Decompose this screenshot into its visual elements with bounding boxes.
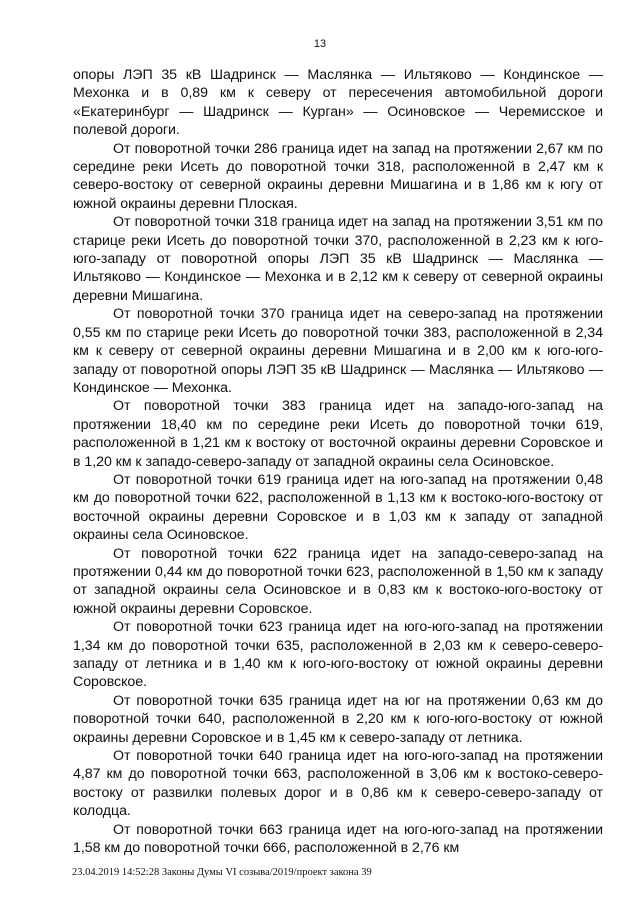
- paragraph: От поворотной точки 640 граница идет на юго-юго-запад на протяжении 4,87 км до поворотной точки 663, расположенной в 3,06 км к востоко-северо-востоку от развилки полевых дорог и в 0,86 км к северо-северо-западу от колодца.: [73, 748, 603, 820]
- paragraph: От поворотной точки 318 граница идет на запад на протяжении 3,51 км по старице реки Исеть до поворотной точки 370, расположенной в 2,23 км к юго-юго-западу от поворотной опоры ЛЭП 35 кВ Шадринск — Маслянка — Ильтяково — Кондинское — Мехонка и в 2,12 км к северу от северной окраины деревни Мишагина.: [73, 214, 603, 304]
- paragraph: От поворотной точки 383 граница идет на западо-юго-запад на протяжении 18,40 км по середине реки Исеть до поворотной точки 619, расположенной в 1,21 км к востоку от восточной окраины деревни Соровское и в 1,20 км к западо-северо-западу от западной окраины села Осиновское.: [73, 398, 603, 470]
- paragraph: От поворотной точки 619 граница идет на юго-запад на протяжении 0,48 км до поворотной точки 622, расположенной в 1,13 км к востоко-юго-востоку от восточной окраины деревни Соровское и в 1,03 км к западу от западной окраины села Осиновское.: [73, 471, 603, 544]
- document-body: [73, 66, 603, 857]
- paragraph: От поворотной точки 286 граница идет на запад на протяжении 2,67 км по середине реки Исеть до поворотной точки 318, расположенной в 2,47 км к северо-востоку от северной окраины деревни Мишагина и в 1,86 км к югу от южной окраины деревни Плоская.: [73, 140, 603, 212]
- document-footer: 23.04.2019 14:52:28 Законы Думы VI созыва/2019/проект закона 39: [72, 867, 372, 878]
- page-number: 13: [313, 38, 327, 50]
- paragraph: От поворотной точки 622 граница идет на западо-северо-запад на протяжении 0,44 км до поворотной точки 623, расположенной в 1,50 км к западу от западной окраины села Осиновское и в 0,83 км к востоко-юго-востоку от южной окраины деревни Соровское.: [73, 545, 603, 617]
- paragraph: От поворотной точки 663 граница идет на юго-юго-запад на протяжении 1,58 км до поворотной точки 666, расположенной в 2,76 км: [73, 821, 603, 857]
- paragraph: От поворотной точки 370 граница идет на северо-запад на протяжении 0,55 км по старице реки Исеть до поворотной точки 383, расположенной в 2,34 км к северу от северной окраины деревни Мишагина и в 2,00 км к юго-юго-западу от поворотной опоры ЛЭП 35 кВ Шадринск — Маслянка — Ильтяково — Кондинское — Мехонка.: [73, 306, 603, 396]
- paragraph: От поворотной точки 623 граница идет на юго-юго-запад на протяжении 1,34 км до поворотной точки 635, расположенной в 2,03 км к северо-северо-западу от летника и в 1,40 км к юго-юго-востоку от южной окраины деревни Соровское.: [73, 619, 603, 691]
- paragraph: опоры ЛЭП 35 кВ Шадринск — Маслянка — Ильтяково — Кондинское — Мехонка и в 0,89 км к северу от пересечения автомобильной дороги «Екатеринбург — Шадринск — Курган» — Осиновское — Черемисское и полевой дороги.: [73, 67, 603, 139]
- paragraph: От поворотной точки 635 граница идет на юг на протяжении 0,63 км до поворотной точки 640, расположенной в 2,20 км к юго-юго-востоку от южной окраины деревни Соровское и в 1,45 км к северо-западу от летника.: [73, 692, 603, 746]
